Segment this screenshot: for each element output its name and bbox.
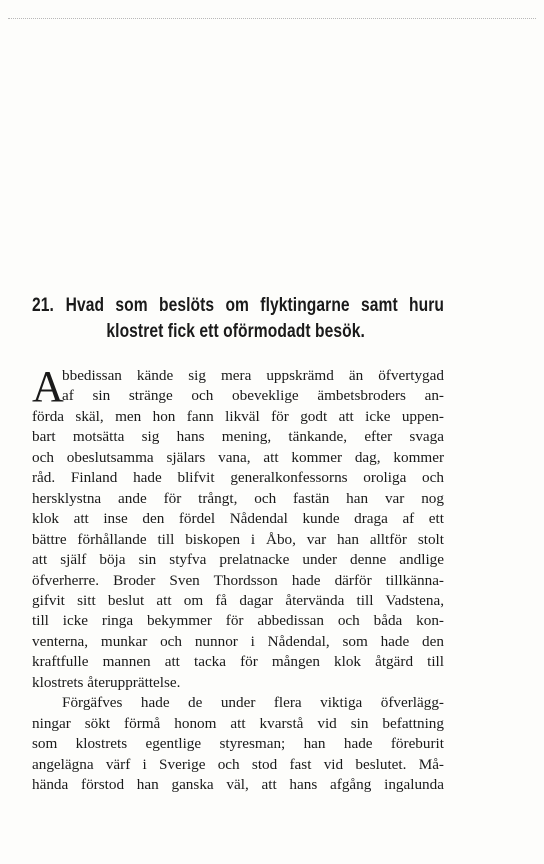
drop-cap: A (32, 362, 64, 411)
text-line: angelägna värf i Sverige och stod fast vid beslutet. Må- (32, 755, 444, 773)
page-edge-rule (8, 18, 536, 19)
text-line: hända förstod han ganska väl, att hans afgång ingalunda (32, 776, 444, 794)
chapter-body (32, 362, 444, 796)
text-line: öfverherre. Broder Sven Thordsson hade därför tillkänna- (32, 571, 444, 589)
chapter-title-line1: Hvad som beslöts om flyktingarne samt huru (65, 294, 444, 316)
text-line: och obeslutsamma själars vana, att kommer dag, kommer (32, 448, 444, 466)
text-line: ningar sökt förmå honom att kvarstå vid sin befattning (32, 714, 444, 732)
text-line: som klostrets egentlige styresman; han hade föreburit (32, 735, 444, 753)
text-line: råd. Finland hade blifvit generalkonfessorns oroliga och (32, 469, 444, 487)
text-line: venterna, munkar och nunnor i Nådendal, som hade den (32, 632, 444, 650)
text-line: att själf böja sin styfva prelatnacke under denne andlige (32, 551, 444, 569)
paragraph-2 (32, 693, 444, 795)
chapter-number: 21. (32, 294, 54, 316)
text-line: gifvit sitt beslut att om få dagar återvända till Vadstena, (32, 591, 444, 609)
text-line: af sin stränge och obeveklige ämbetsbroders an- (62, 387, 444, 405)
text-line: klok att inse den fördel Nådendal kunde draga af ett (32, 510, 444, 528)
text-line: Förgäfves hade de under flera viktiga öfverlägg- (62, 694, 444, 712)
text-line: bbedissan kände sig mera uppskrämd än öfvertygad (62, 367, 444, 384)
text-line: klostrets återupprättelse. (32, 673, 181, 691)
paragraph-1 (32, 362, 444, 693)
chapter-heading (32, 292, 444, 344)
page-content (32, 292, 444, 796)
text-line: till icke ringa bekymmer för abbedissan och båda kon- (32, 612, 444, 630)
chapter-title-line2: klostret fick ett oförmodadt besök. (106, 320, 365, 342)
text-line: bättre förhållande till biskopen i Åbo, var han alltför stolt (32, 530, 444, 548)
text-line: kraftfulle mannen att tacka för mången klok åtgärd till (32, 653, 444, 671)
text-line: bart motsätta sig hans mening, tänkande, efter svaga (32, 428, 444, 446)
text-line: hersklystna ande för trångt, och fastän han var nog (32, 489, 444, 507)
text-line: förda skäl, men hon fann likväl för godt att icke uppen- (32, 407, 444, 425)
